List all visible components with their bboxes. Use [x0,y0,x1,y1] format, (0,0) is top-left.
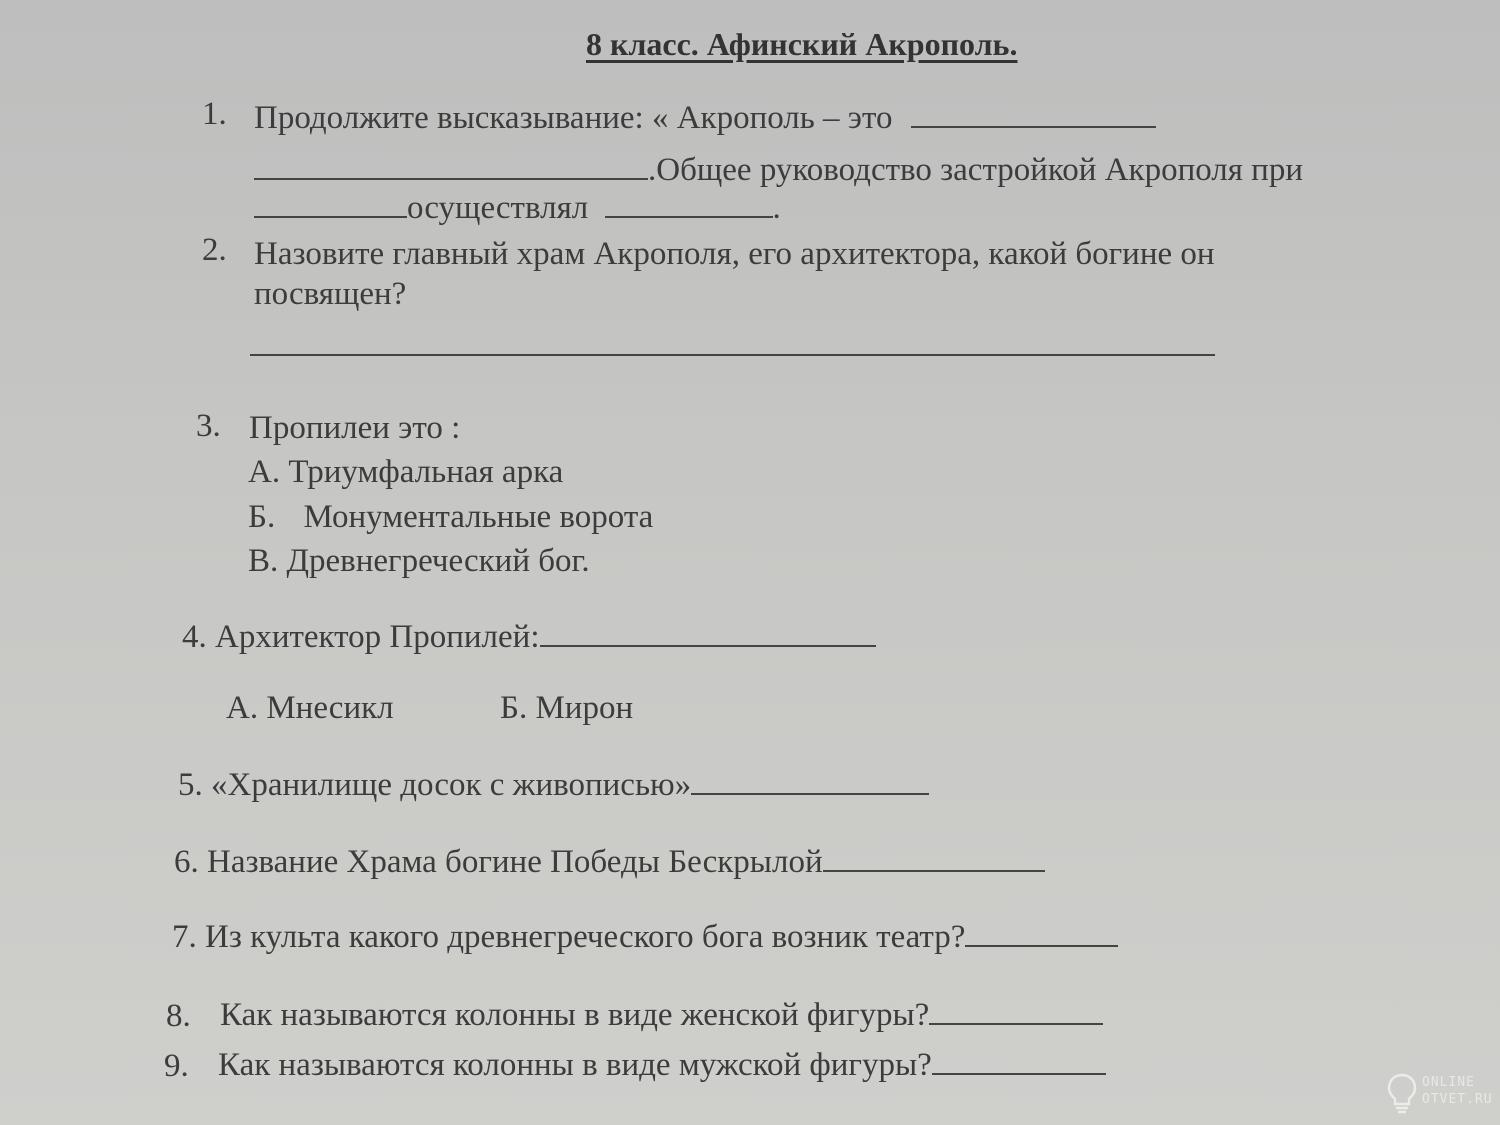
q4-blank [540,615,876,647]
q8-line [220,993,1103,1035]
q1-text-2: .Общее руководство застройкой Акрополя при [648,152,1304,188]
q4-text: 4. Архитектор Пропилей: [182,619,540,655]
q3-option-c-letter: В. [248,543,279,579]
q9-number: 9. [164,1048,189,1084]
q9-blank [932,1043,1106,1075]
q2-line2: посвящен? [254,276,407,312]
q6-text: 6. Название Храма богине Победы Бескрылой [174,844,823,880]
q3-option-b-letter: Б. [248,499,276,535]
q1-text-3-end: . [772,190,781,226]
q5-text: 5. «Хранилище досок с живописью» [178,767,692,803]
q7-blank [965,915,1118,947]
q1-line1 [254,96,1156,138]
q7-text: 7. Из культа какого древнегреческого бога возник театр? [172,919,966,955]
q8-blank [929,993,1103,1025]
q4-option-a: А. Мнесикл [226,690,394,726]
watermark [1386,1068,1493,1118]
q1-blank-4 [605,186,773,218]
q4-line [182,615,876,657]
q3-option-c [248,541,590,581]
q9-text: Как называются колонны в виде мужской фигуры? [218,1047,932,1083]
q8-text: Как называются колонны в виде женской фигуры? [220,997,930,1033]
q3-text: Пропилеи это : [249,410,461,446]
q6-blank [823,840,1045,872]
q1-text-3: осуществлял [407,190,589,226]
q3-option-b-text: Монументальные ворота [303,499,654,535]
q3-option-a-letter: А. [248,454,281,490]
q4-option-b: Б. Мирон [500,690,634,726]
q3-option-a-text: Триумфальная арка [288,454,564,490]
q6-line [174,840,1045,882]
q1-line3 [254,186,781,228]
q8-number: 8. [166,998,191,1034]
watermark-line-2: OTVET.RU [1422,1092,1493,1107]
q3-option-a [248,452,563,492]
q1-number: 1. [202,96,227,132]
q2-line1: Назовите главный храм Акрополя, его архитектора, какой богине он [254,236,1215,272]
q1-blank-1 [911,96,1156,128]
watermark-text [1422,1074,1493,1108]
q9-line [218,1043,1106,1085]
watermark-line-1: ONLINE [1422,1075,1475,1090]
q2-answer-line [250,354,1215,356]
q1-blank-3 [254,186,407,218]
q3-option-b [248,497,653,537]
q5-blank [691,763,929,795]
q2-number: 2. [202,232,227,268]
q1-text-1: Продолжите высказывание: « Акрополь – это [254,100,893,136]
lightbulb-icon [1386,1072,1418,1114]
q3-option-c-text: Древнегреческий бог. [286,543,590,579]
q7-line [172,915,1118,957]
page-title: 8 класс. Афинский Акрополь. [586,26,1018,62]
q1-line2 [254,148,1303,190]
q5-line [178,763,929,805]
q1-blank-2 [254,148,648,180]
q3-number: 3. [196,408,221,444]
